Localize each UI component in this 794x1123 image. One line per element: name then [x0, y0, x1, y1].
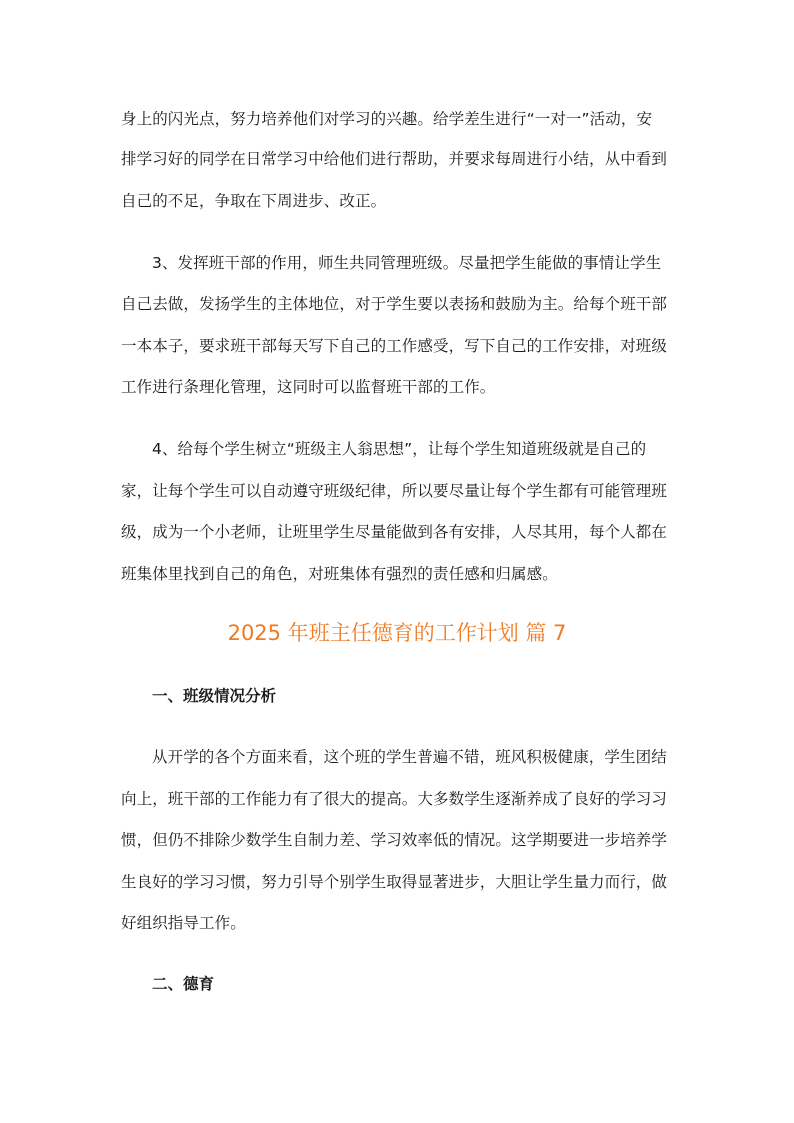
- heading-class-analysis: 一、班级情况分析: [152, 687, 277, 705]
- paragraph-2-line-3: 一本本子，要求班干部每天写下自己的工作感受，写下自己的工作安排，对班级: [121, 337, 668, 355]
- paragraph-4-line-4: 生良好的学习习惯，努力引导个别学生取得显著进步，大胆让学生量力而行，做: [121, 873, 668, 891]
- paragraph-1-line-3: 自己的不足，争取在下周进步、改正。: [121, 192, 387, 210]
- paragraph-4-line-5: 好组织指导工作。: [121, 914, 246, 932]
- paragraph-3-line-1: 4、给每个学生树立“班级主人翁思想”，让每个学生知道班级就是自己的: [152, 440, 647, 458]
- section-title: 2025 年班主任德育的工作计划 篇 7: [227, 621, 567, 645]
- paragraph-1-line-2: 排学习好的同学在日常学习中给他们进行帮助，并要求每周进行小结，从中看到: [121, 150, 668, 168]
- paragraph-1-line-1: 身上的闪光点，努力培养他们对学习的兴趣。给学差生进行“一对一”活动，安: [121, 110, 653, 128]
- paragraph-4-line-1: 从开学的各个方面来看，这个班的学生普遍不错，班风积极健康，学生团结: [152, 748, 667, 766]
- heading-moral-education: 二、德育: [152, 975, 215, 993]
- paragraph-3-line-4: 班集体里找到自己的角色，对班集体有强烈的责任感和归属感。: [121, 565, 558, 583]
- paragraph-4-line-2: 向上，班干部的工作能力有了很大的提高。大多数学生逐渐养成了良好的学习习: [121, 790, 668, 808]
- paragraph-3-line-3: 级，成为一个小老师，让班里学生尽量能做到各有安排，人尽其用，每个人都在: [121, 523, 668, 541]
- paragraph-2-line-2: 自己去做，发扬学生的主体地位，对于学生要以表扬和鼓励为主。给每个班干部: [121, 295, 668, 313]
- paragraph-3-line-2: 家，让每个学生可以自动遵守班级纪律，所以要尽量让每个学生都有可能管理班: [121, 482, 668, 500]
- paragraph-2-line-1: 3、发挥班干部的作用，师生共同管理班级。尽量把学生能做的事情让学生: [152, 254, 662, 272]
- paragraph-2-line-4: 工作进行条理化管理，这同时可以监督班干部的工作。: [121, 378, 496, 396]
- paragraph-4-line-3: 惯，但仍不排除少数学生自制力差、学习效率低的情况。这学期要进一步培养学: [121, 831, 668, 849]
